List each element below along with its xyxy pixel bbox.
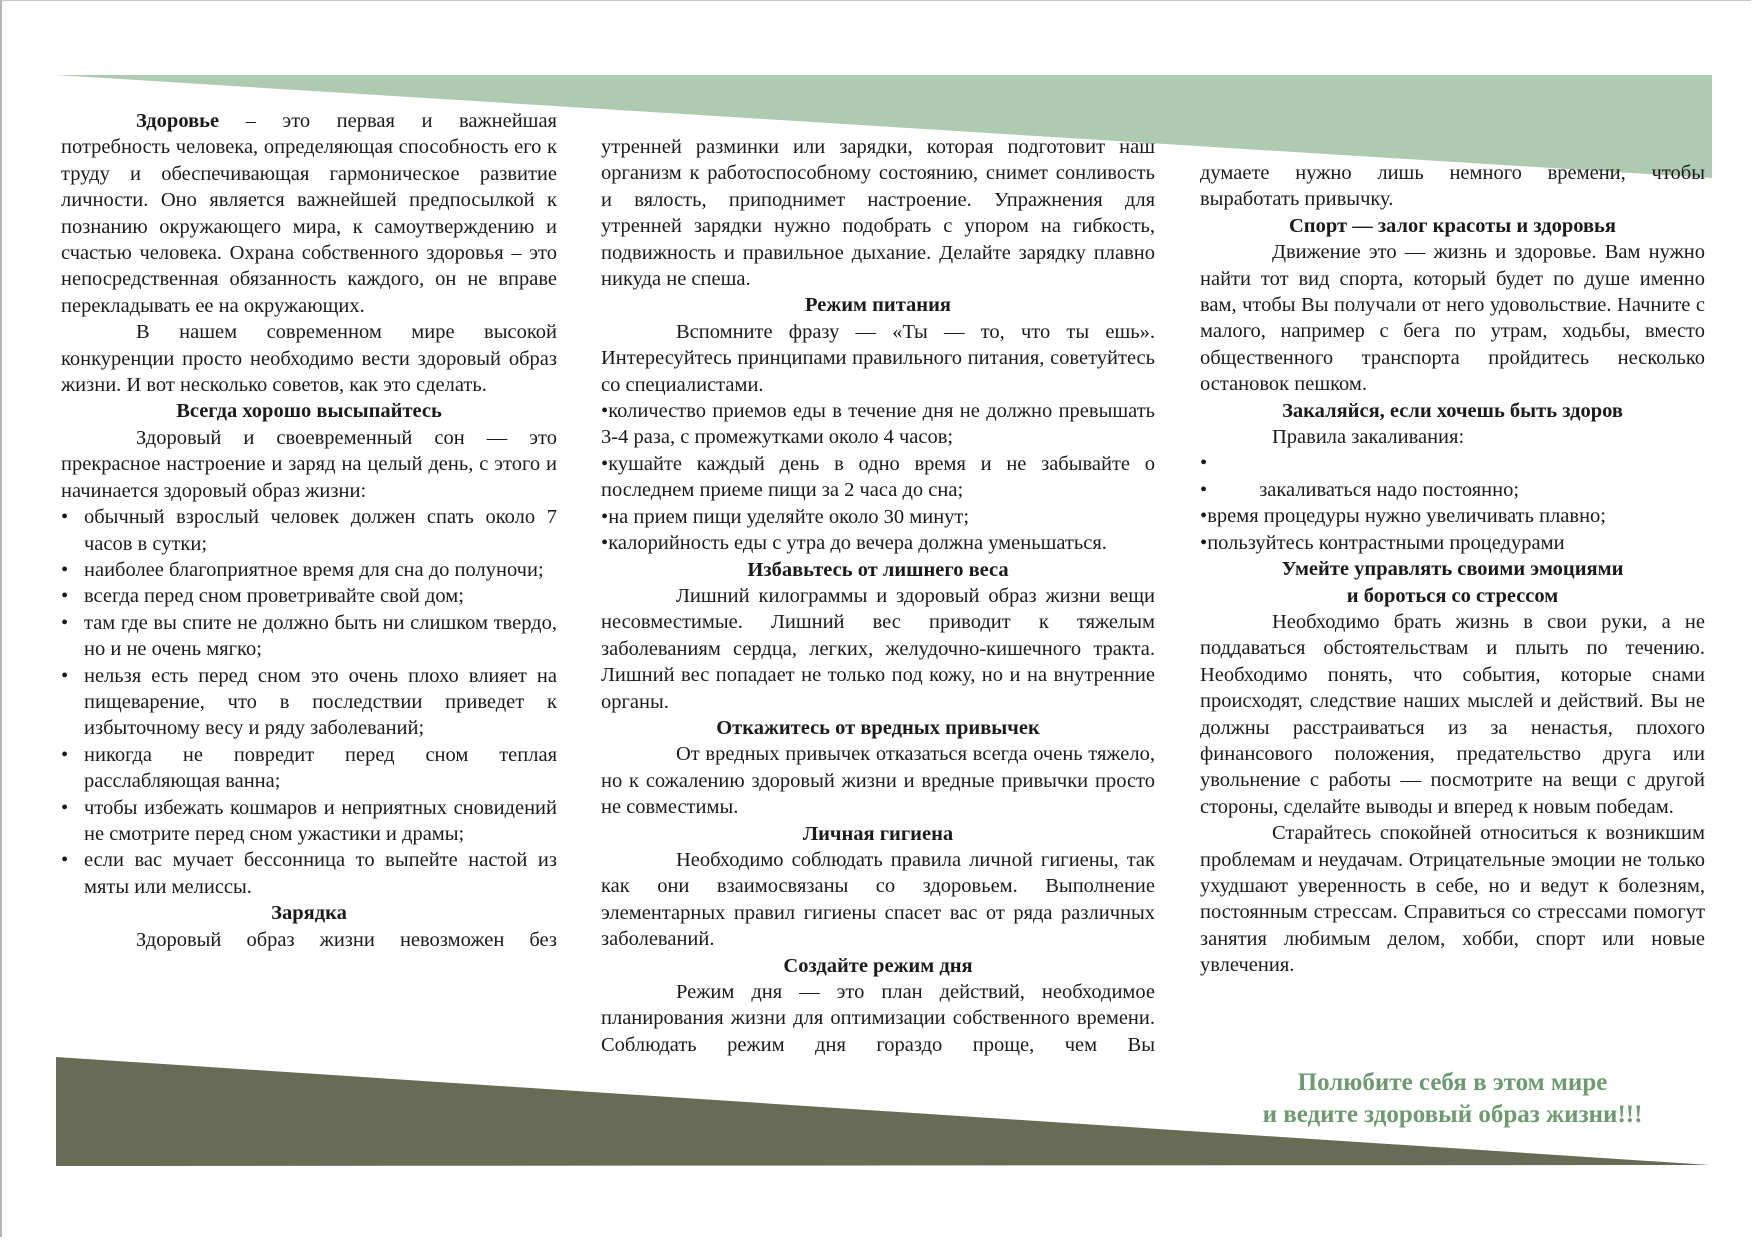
section-heading-routine: Создайте режим дня — [783, 954, 973, 977]
hygiene-paragraph: Необходимо соблюдать правила личной гигиены, так как они взаимосвязаны со здоровьем. Выполнение элементарных правил гигиены спасет вас от ряда различных заболеваний. — [601, 848, 1155, 951]
emotions-paragraph-2: Старайтесь спокойней относиться к возникшим проблемам и неудачам. Отрицательные эмоции не только ухудшают уверенность в себе, но и ведут к болезням, постоянным стрессам. Справиться со стрессами помогут занятия любимым делом, хобби, спорт или новые увлечения. — [1200, 822, 1705, 977]
closing-slogan-line-2: и ведите здоровый образ жизни!!! — [1262, 1101, 1643, 1128]
list-item: • никогда не повредит перед сном теплая расслабляющая ванна; — [61, 742, 557, 795]
emotions-paragraph-1: Необходимо брать жизнь в свои руки, а не поддаваться обстоятельствам и плыть по течению. Необходимо понять, что события, которые снами происходят, следствие наших мыслей и действий. Вы не должны расстраиваться из за ненастья, плохого финансового положения, предательство друга или увольнение с работы — посмотрите на вещи с другой стороны, сделайте выводы и вперед к новым победам. — [1200, 610, 1705, 818]
list-item: • обычный взрослый человек должен спать около 7 часов в сутки; — [61, 504, 557, 557]
hardening-intro: Правила закаливания: — [1272, 426, 1465, 449]
section-heading-nutrition: Режим питания — [804, 294, 952, 317]
list-item: • наиболее благоприятное время для сна до полуночи; — [61, 557, 557, 583]
closing-slogan — [1200, 1067, 1705, 1131]
column-2 — [601, 134, 1155, 1058]
list-item: • нельзя есть перед сном это очень плохо влияет на пищеварение, что в последствии приведет к избыточному весу и ряду заболеваний; — [61, 663, 557, 742]
intro-paragraph-2: В нашем современном мире высокой конкуренции просто необходимо вести здоровый образ жизни. И вот несколько советов, как это сделать. — [61, 321, 557, 397]
nutrition-paragraph: Вспомните фразу — «Ты — то, что ты ешь». Интересуйтесь принципами правильного питания, советуйтесь со специалистами. — [601, 320, 1155, 396]
section-heading-emotions-line-1: Умейте управлять своими эмоциями — [1281, 558, 1624, 581]
column-3 — [1200, 160, 1705, 979]
section-heading-hardening: Закаляйся, если хочешь быть здоров — [1282, 399, 1623, 422]
sleep-paragraph: Здоровый и своевременный сон — это прекрасное настроение и заряд на целый день, с этого и начинается здоровый образ жизни: — [61, 426, 557, 502]
closing-slogan-line-1: Полюбите себя в этом мире — [1297, 1069, 1608, 1096]
column-1 — [61, 108, 557, 953]
list-item: • всегда перед сном проветривайте свой дом; — [61, 583, 557, 609]
intro-paragraph — [61, 108, 557, 319]
list-item: •на прием пищи уделяйте около 30 минут; — [601, 505, 970, 528]
list-item: •количество приемов еды в течение дня не должно превышать 3-4 раза, с промежутками около 4 часов; — [601, 400, 1155, 449]
sleep-tips-list — [61, 504, 557, 900]
weight-paragraph: Лишний килограммы и здоровый образ жизни вещи несовместимые. Лишний вес приводит к тяжелым заболеваниям сердца, легких, желудочно-кишечного тракта. Лишний вес попадает не только под кожу, но и на внутренние органы. — [601, 584, 1155, 713]
hardening-rules-list — [1200, 450, 1705, 556]
list-item: • закаливаться надо постоянно; — [1200, 478, 1520, 501]
section-heading-emotions-line-2: и бороться со стрессом — [1346, 584, 1559, 607]
routine-paragraph-start: Режим дня — это план действий, необходимое планирования жизни для оптимизации собственного времени. Соблюдать режим дня гораздо проще, чем Вы — [601, 981, 1155, 1056]
list-item: •пользуйтесь контрастными процедурами — [1200, 531, 1565, 554]
list-item: • — [1200, 452, 1208, 475]
list-item: •калорийность еды с утра до вечера должна уменьшаться. — [601, 532, 1107, 555]
section-heading-weight: Избавьтесь от лишнего веса — [747, 558, 1009, 581]
list-item: • чтобы избежать кошмаров и неприятных сновидений не смотрите перед сном ужастики и драмы; — [61, 795, 557, 848]
exercise-paragraph-continued: утренней разминки или зарядки, которая подготовит наш организм к работоспособному состоянию, снимет сонливость и вялость, приподнимет настроение. Упражнения для утренней зарядки нужно подобрать с упором на гибкость, подвижность и правильное дыхание. Делайте зарядку плавно никуда не спеша. — [601, 136, 1155, 291]
list-item: • там где вы спите не должно быть ни слишком твердо, но и не очень мягко; — [61, 610, 557, 663]
list-item: • если вас мучает бессонница то выпейте настой из мяты или мелиссы. — [61, 847, 557, 900]
habits-paragraph: От вредных привычек отказаться всегда очень тяжело, но к сожалению здоровый жизни и вредные привычки просто не совместимы. — [601, 743, 1155, 819]
exercise-paragraph-start: Здоровый образ жизни невозможен без — [136, 928, 557, 951]
list-item: •кушайте каждый день в одно время и не забывайте о последнем приеме пищи за 2 часа до сна; — [601, 452, 1155, 502]
section-heading-hygiene: Личная гигиена — [802, 822, 954, 845]
routine-paragraph-continued: думаете нужно лишь немного времени, чтобы выработать привычку. — [1200, 162, 1705, 211]
list-item: •время процедуры нужно увеличивать плавно; — [1200, 505, 1606, 528]
sport-paragraph: Движение это — жизнь и здоровье. Вам нужно найти тот вид спорта, который будет по душе именно вам, чтобы Вы получали от него удовольствие. Начните с малого, например с бега по утрам, ходьбы, вместо общественного транспорта пройдитесь несколько остановок пешком. — [1200, 241, 1705, 396]
section-heading-sleep: Всегда хорошо высыпайтесь — [176, 400, 442, 423]
section-heading-sport: Спорт — залог красоты и здоровья — [1289, 214, 1616, 237]
nutrition-tips-list — [601, 398, 1155, 556]
intro-lead-word: Здоровье — [136, 110, 220, 132]
section-heading-habits: Откажитесь от вредных привычек — [716, 716, 1040, 739]
section-heading-exercise: Зарядка — [271, 902, 347, 925]
intro-text: – это первая и важнейшая потребность человека, определяющая способность его к труду и обеспечивающая гармоническое развитие личности. Оно является важнейшей предпосылкой к познанию окружающего мира, к самоутверждению и счастью человека. Охрана собственного здоровья – это непосредственная обязанность каждого, он не вправе перекладывать ее на окружающих. — [61, 110, 557, 317]
